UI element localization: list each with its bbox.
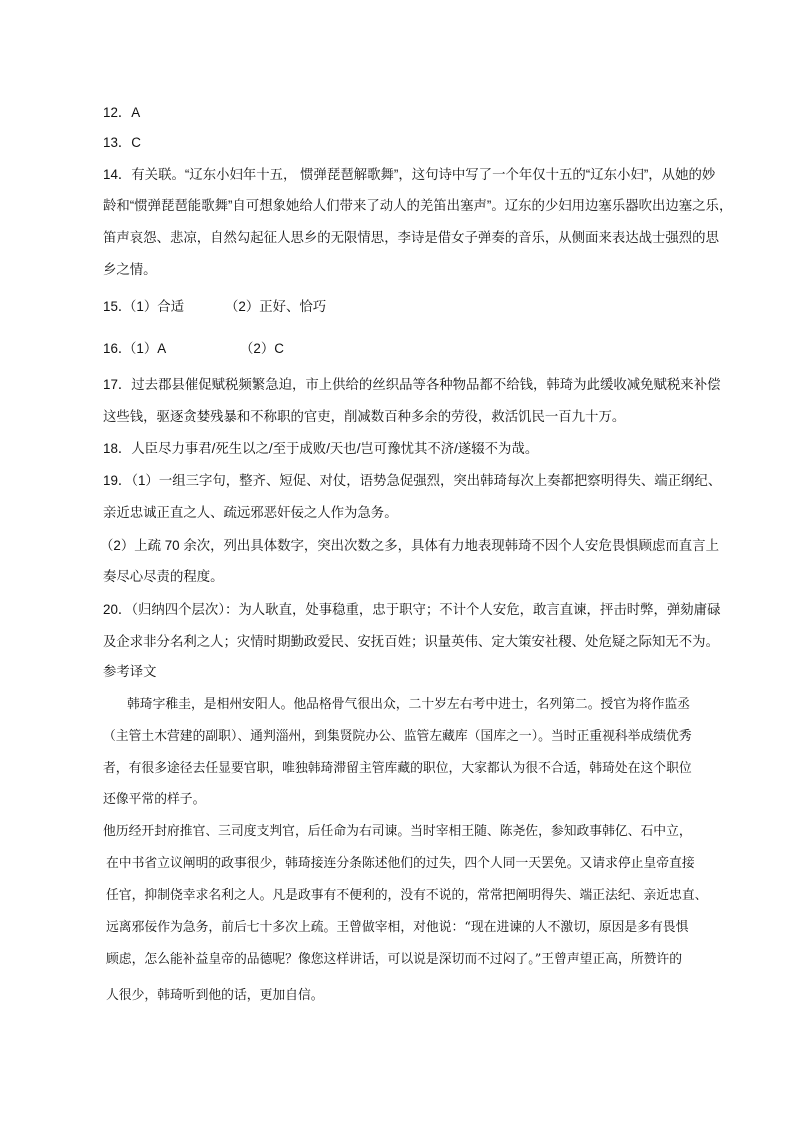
translation-line: 在中书省立议阐明的政事很少，韩琦接连分条陈述他们的过失，四个人同一天罢免。又请求停止皇帝直接	[106, 856, 695, 871]
answer-16-number: 16．	[103, 341, 132, 356]
answer-17-line: 这些钱，驱逐贪婪残暴和不称职的官吏，削减数百种多余的劳役，救活饥民一百九十万。	[103, 409, 626, 424]
translation-heading: 参考译文	[103, 664, 157, 679]
translation-line: （主管土木营建的副职）、通判淄州，到集贤院办公、监管左藏库（国库之一）。当时正重视科举成绩优秀	[103, 729, 692, 744]
answer-18: 18．人臣尽力事君/死生以之/至于成败/天也/岂可豫忧其不济/遂辍不为哉。	[103, 441, 539, 456]
answer-14-line: 龄和“惯弹琵琶能歌舞”自可想象她给人们带来了动人的羌笛出塞声”。辽东的少妇用边塞乐器吹出边塞之乐，	[103, 198, 733, 213]
translation-line: 远离邪佞作为急务，前后七十多次上疏。王曾做宰相，对他说：“现在进谏的人不激切，原因是多有畏惧	[106, 920, 689, 935]
answer-19-line: 亲近忠诚正直之人、疏远邪恶奸佞之人作为急务。	[103, 505, 398, 520]
answer-14-line: 乡之情。	[103, 262, 157, 277]
translation-line: 还像平常的样子。	[103, 792, 206, 807]
answer-17-line: 17．过去郡县催促赋税频繁急迫，市上供给的丝织品等各种物品都不给钱，韩琦为此缓收减免赋税来补偿	[103, 377, 721, 392]
answer-15-number: 15．	[103, 299, 132, 314]
answer-15-part-2: （2）正好、恰巧	[225, 299, 327, 314]
answer-15-part-1: （1）合适	[123, 299, 185, 314]
answer-16-part-2: （2）C	[240, 341, 284, 356]
translation-line: 人很少，韩琦听到他的话，更加自信。	[106, 988, 324, 1003]
answer-16-part-1: （1）A	[123, 341, 167, 356]
translation-line: 顾虑，怎么能补益皇帝的品德呢？像您这样讲话，可以说是深切而不过闷了。”王曾声望正高，所赞许的	[106, 952, 683, 967]
answer-19-line: 19．（1）一组三字句，整齐、短促、对仗，语势急促强烈，突出韩琦每次上奏都把察明得失、端正纲纪、	[103, 473, 722, 488]
translation-line: 任官，抑制侥幸求名利之人。凡是政事有不便利的，没有不说的，常常把阐明得失、端正法纪、亲近忠直、	[106, 888, 708, 903]
translation-line: 他历经开封府推官、三司度支判官，后任命为右司谏。当时宰相王随、陈尧佐，参知政事韩亿、石中立，	[103, 824, 692, 839]
translation-line: 韩琦字稚圭，是相州安阳人。他品格骨气很出众，二十岁左右考中进士，名列第二。授官为将作监丞	[127, 697, 691, 712]
answer-19-line: 奏尽心尽责的程度。	[103, 569, 224, 584]
answer-15	[103, 298, 503, 316]
translation-line: 者，有很多途径去任显要官职，唯独韩琦滞留主管库藏的职位，大家都认为很不合适，韩琦处在这个职位	[103, 761, 692, 776]
answer-19-line: （2）上疏 70 余次，列出具体数字，突出次数之多，具体有力地表现韩琦不因个人安危畏惧顾虑而直言上	[100, 538, 719, 553]
answer-13: 13．C	[103, 135, 141, 150]
answer-20-line: 及企求非分名利之人；灾情时期勤政爱民、安抚百姓；识量英伟、定大策安社稷、处危疑之际知无不为。	[103, 634, 719, 649]
answer-14-line: 笛声哀怨、悲凉，自然勾起征人思乡的无限情思，李诗是借女子弹奏的音乐，从侧面来表达战士强烈的思	[103, 230, 719, 245]
answer-12: 12．A	[103, 105, 141, 120]
answer-20-line: 20．（归纳四个层次）：为人耿直，处事稳重，忠于职守；不计个人安危，敢言直谏，抨击时弊，弹劾庸碌	[103, 602, 721, 617]
answer-14-line: 14．有关联。“辽东小妇年十五， 惯弹琵琶解歌舞”，这句诗中写了一个年仅十五的“辽东小妇”，从她的妙	[103, 167, 716, 182]
answer-16	[103, 340, 503, 358]
